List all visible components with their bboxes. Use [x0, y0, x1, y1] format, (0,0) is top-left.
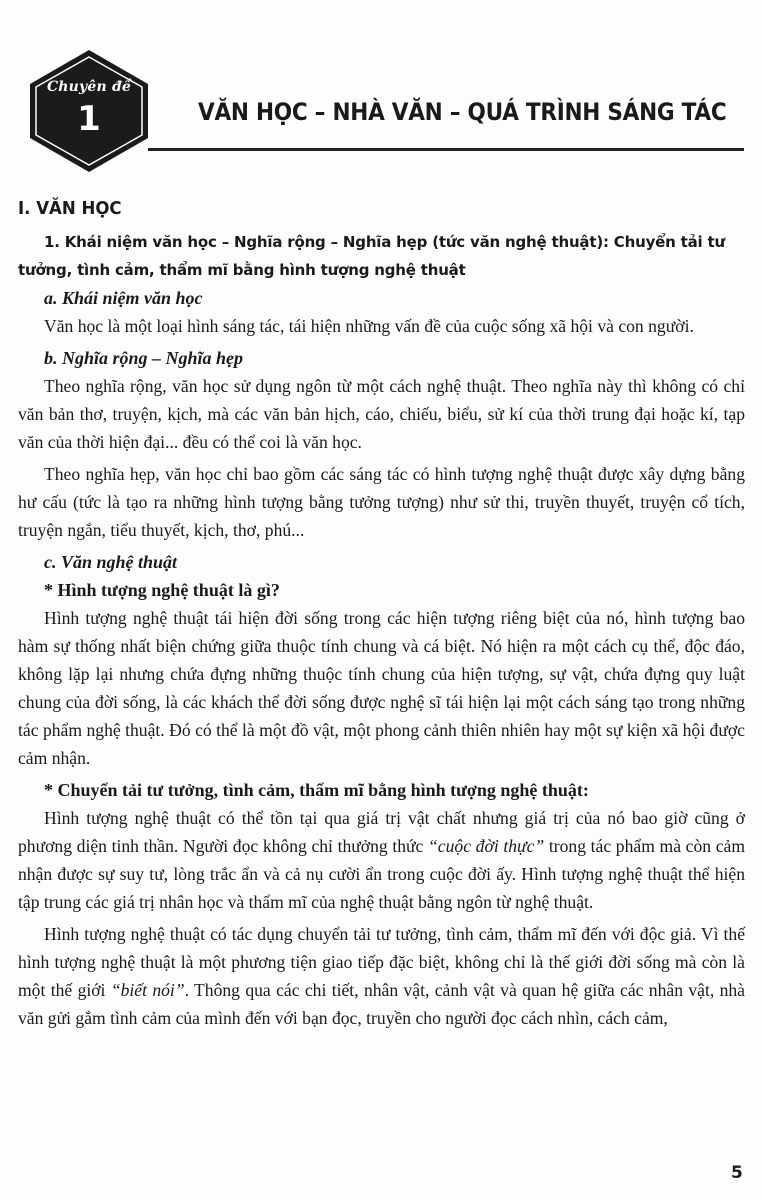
- star-heading-2: * Chuyển tải tư tưởng, tình cảm, thẩm mĩ bằng hình tượng nghệ thuật:: [44, 780, 589, 800]
- page-content: [18, 196, 745, 1036]
- badge-number: 1: [77, 99, 101, 139]
- heading-c: c. Văn nghệ thuật: [44, 552, 178, 572]
- heading-b: b. Nghĩa rộng – Nghĩa hẹp: [44, 348, 244, 368]
- star-heading-1: * Hình tượng nghệ thuật là gì?: [44, 580, 280, 600]
- paragraph-c2-part2: trong tác phẩm mà còn cảm nhận được sự suy tư, lòng trắc ẩn và cả nụ cười ẩn trong cuộc đời ấy. Hình tượng nghệ thuật thể hiện tập trung các giá trị nhân học và thẩm mĩ của nghệ thuật bằng ngôn từ nghệ thuật.: [18, 836, 746, 912]
- page-number: 5: [731, 1163, 743, 1183]
- paragraph-c2-part1: Hình tượng nghệ thuật có thể tồn tại qua giá trị vật chất nhưng giá trị của nó bao giờ cũng ở phương diện tinh thần. Người đọc không chỉ thưởng thức: [18, 808, 745, 856]
- paragraph-a1: Văn học là một loại hình sáng tác, tái hiện những vấn đề của cuộc sống xã hội và con người.: [44, 316, 694, 336]
- paragraph-c3-part2: . Thông qua các chi tiết, nhân vật, cảnh vật và quan hệ giữa các nhân vật, nhà văn gửi gắm tình cảm của mình đến với bạn đọc, truyền cho người đọc cách nhìn, cách cảm,: [18, 980, 745, 1028]
- paragraph-c2: [18, 804, 745, 916]
- paragraph-b1: Theo nghĩa rộng, văn học sử dụng ngôn từ một cách nghệ thuật. Theo nghĩa này thì không có chỉ văn bản thơ, truyện, kịch, mà các văn bản hịch, cáo, chiếu, biểu, sử kí của thời trung đại hoặc kí, tạp văn của thời hiện đại... đều có thể coi là văn học.: [18, 376, 745, 452]
- chapter-title: VĂN HỌC – NHÀ VĂN – QUÁ TRÌNH SÁNG TÁC: [198, 98, 727, 126]
- paragraph-c3-quote: “biết nói”: [110, 980, 185, 1000]
- paragraph-c2-quote: “cuộc đời thực”: [428, 836, 545, 856]
- paragraph-c3: [18, 920, 745, 1032]
- heading-a: a. Khái niệm văn học: [44, 288, 203, 308]
- paragraph-c1: Hình tượng nghệ thuật tái hiện đời sống trong các hiện tượng riêng biệt của nó, hình tượng bao hàm sự thống nhất biện chứng giữa thuộc tính chung và cá biệt. Nó hiện ra một cách cụ thể, độc đáo, không lặp lại nhưng chứa đựng những thuộc tính chung của hiện tượng, sự vật, chứa đựng quy luật chung của đời sống, là các khách thể đời sống được nghệ sĩ tái hiện lại một cách sáng tạo trong những tác phẩm nghệ thuật. Đó có thể là một đồ vật, một phong cảnh thiên nhiên hay một sự kiện xã hội được cảm nhận.: [18, 608, 745, 768]
- section-heading: I. VĂN HỌC: [18, 198, 122, 219]
- paragraph-b2: Theo nghĩa hẹp, văn học chỉ bao gồm các sáng tác có hình tượng nghệ thuật được xây dựng bằng hư cấu (tức là tạo ra những hình tượng bằng tưởng tượng) như sử thi, truyền thuyết, truyện cổ tích, truyện ngắn, tiểu thuyết, kịch, thơ, phú...: [18, 464, 745, 540]
- chapter-header: [0, 0, 763, 160]
- badge-label: Chuyên đề: [46, 79, 132, 95]
- paragraph-c3-part1: Hình tượng nghệ thuật có tác dụng chuyển tải tư tưởng, tình cảm, thẩm mĩ đến với độc giả. Vì thế hình tượng nghệ thuật là một phương tiện giao tiếp đặc biệt, không chỉ là thế giới đời sống mà còn là một thế giới: [18, 924, 745, 1000]
- subsection-heading: 1. Khái niệm văn học – Nghĩa rộng – Nghĩa hẹp (tức văn nghệ thuật): Chuyển tải tư tưởng, tình cảm, thẩm mĩ bằng hình tượng nghệ thuật: [18, 233, 725, 279]
- chapter-badge: [30, 50, 170, 172]
- header-rule: [148, 148, 744, 151]
